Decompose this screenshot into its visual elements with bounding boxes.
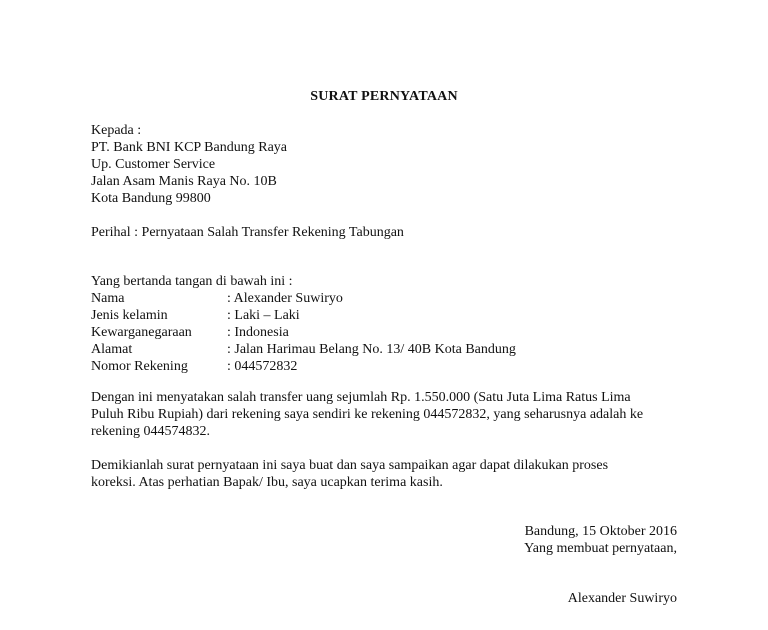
field-label: Nama <box>91 291 125 306</box>
paragraph-line: Demikianlah surat pernyataan ini saya buat dan saya sampaikan agar dapat dilakukan proses <box>91 458 609 473</box>
paragraph-line: Puluh Ribu Rupiah) dari rekening saya sendiri ke rekening 044572832, yang seharusnya adalah ke <box>91 407 644 422</box>
field-label: Alamat <box>91 342 133 357</box>
field-label: Kewarganegaraan <box>91 325 192 340</box>
field-label: Jenis kelamin <box>91 308 168 323</box>
recipient-line: Kepada : <box>91 123 142 138</box>
field-label: Nomor Rekening <box>91 359 188 374</box>
paragraph-line: Dengan ini menyatakan salah transfer uang sejumlah Rp. 1.550.000 (Satu Juta Lima Ratus Lima <box>91 390 631 405</box>
paragraph-line: rekening 044574832. <box>91 424 210 439</box>
field-row-alamat <box>91 341 516 358</box>
field-row-nama <box>91 290 343 307</box>
recipient-line: Up. Customer Service <box>91 157 216 172</box>
paragraph-line: koreksi. Atas perhatian Bapak/ Ibu, saya ucapkan terima kasih. <box>91 475 443 490</box>
recipient-line: PT. Bank BNI KCP Bandung Raya <box>91 140 287 155</box>
field-value: : Jalan Harimau Belang No. 13/ 40B Kota Bandung <box>227 342 516 357</box>
signature-place-date: Bandung, 15 Oktober 2016 <box>524 524 677 539</box>
field-value: : Indonesia <box>227 325 289 340</box>
letter-title: SURAT PERNYATAAN <box>310 89 458 104</box>
signature-role: Yang membuat pernyataan, <box>524 541 677 556</box>
recipient-line: Kota Bandung 99800 <box>91 191 211 206</box>
field-row-kewarganegaraan <box>91 324 289 341</box>
field-row-nomor-rekening <box>91 358 297 375</box>
field-value: : Alexander Suwiryo <box>227 291 343 306</box>
signature-name: Alexander Suwiryo <box>567 591 677 606</box>
field-row-jenis-kelamin <box>91 307 300 324</box>
subject-line: Perihal : Pernyataan Salah Transfer Rekening Tabungan <box>91 225 404 240</box>
field-value: : Laki – Laki <box>227 308 300 323</box>
recipient-line: Jalan Asam Manis Raya No. 10B <box>91 174 277 189</box>
intro-line: Yang bertanda tangan di bawah ini : <box>91 274 293 289</box>
field-value: : 044572832 <box>227 359 298 374</box>
